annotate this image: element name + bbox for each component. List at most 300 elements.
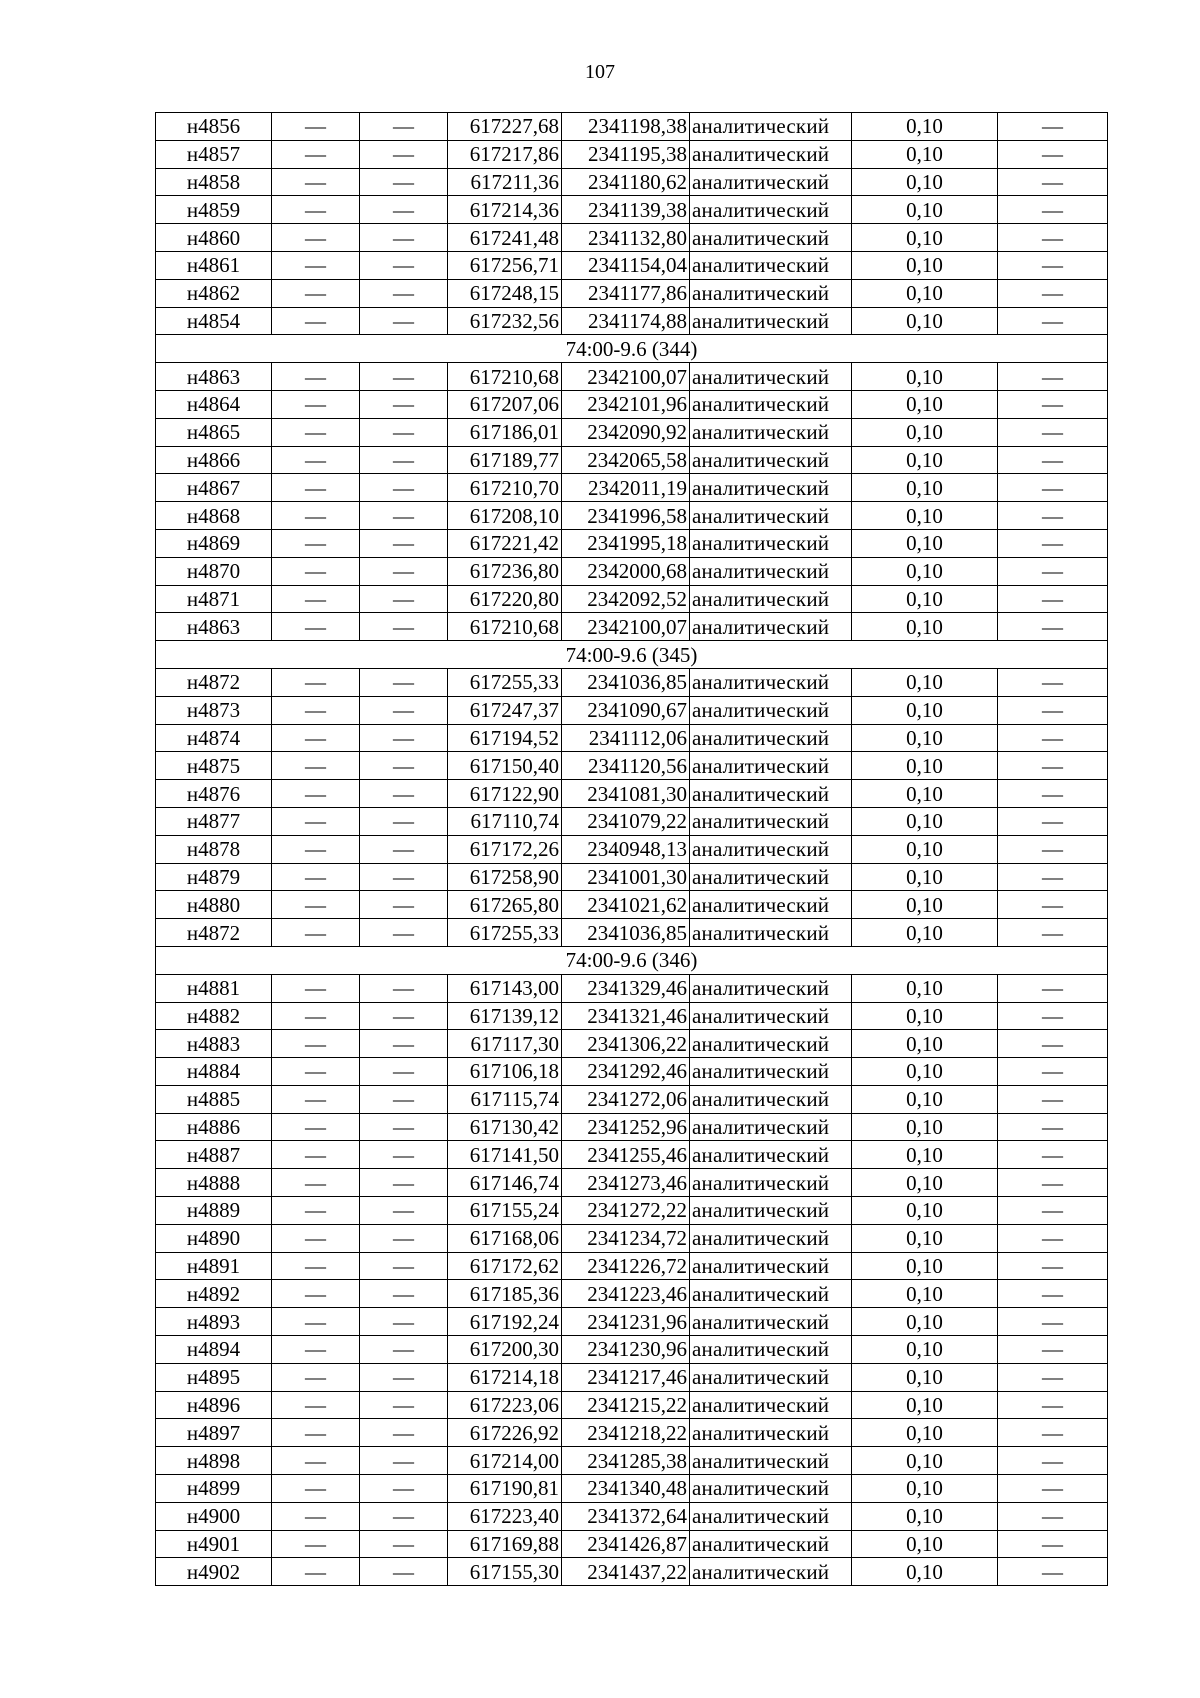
y-coordinate-cell: 2342101,96 (562, 390, 690, 418)
y-coordinate-cell: 2341272,22 (562, 1197, 690, 1225)
point-number-cell: н4889 (156, 1197, 272, 1225)
point-number-cell: н4895 (156, 1363, 272, 1391)
x-coordinate-cell: 617141,50 (448, 1141, 562, 1169)
method-cell: аналитический (690, 1197, 852, 1225)
section-title: 74:00-9.6 (344) (156, 335, 1108, 363)
empty-y-cell: — (360, 1336, 448, 1364)
empty-y-cell: — (360, 557, 448, 585)
y-coordinate-cell: 2341285,38 (562, 1447, 690, 1475)
method-cell: аналитический (690, 835, 852, 863)
point-number-cell: н4883 (156, 1030, 272, 1058)
empty-y-cell: — (360, 696, 448, 724)
method-cell: аналитический (690, 1280, 852, 1308)
x-coordinate-cell: 617265,80 (448, 891, 562, 919)
y-coordinate-cell: 2341132,80 (562, 224, 690, 252)
empty-x-cell: — (272, 1280, 360, 1308)
y-coordinate-cell: 2341372,64 (562, 1502, 690, 1530)
accuracy-cell: 0,10 (852, 168, 998, 196)
empty-y-cell: — (360, 1447, 448, 1475)
method-cell: аналитический (690, 696, 852, 724)
x-coordinate-cell: 617150,40 (448, 752, 562, 780)
section-header-row (156, 335, 1108, 363)
accuracy-cell: 0,10 (852, 1336, 998, 1364)
accuracy-cell: 0,10 (852, 140, 998, 168)
empty-y-cell: — (360, 1252, 448, 1280)
table-row (156, 668, 1108, 696)
x-coordinate-cell: 617207,06 (448, 390, 562, 418)
accuracy-cell: 0,10 (852, 1085, 998, 1113)
accuracy-cell: 0,10 (852, 1252, 998, 1280)
y-coordinate-cell: 2341120,56 (562, 752, 690, 780)
table-row (156, 1419, 1108, 1447)
method-cell: аналитический (690, 1113, 852, 1141)
table-row (156, 1391, 1108, 1419)
accuracy-cell: 0,10 (852, 585, 998, 613)
method-cell: аналитический (690, 390, 852, 418)
accuracy-cell: 0,10 (852, 752, 998, 780)
empty-y-cell: — (360, 891, 448, 919)
method-cell: аналитический (690, 363, 852, 391)
point-number-cell: н4880 (156, 891, 272, 919)
y-coordinate-cell: 2341231,96 (562, 1308, 690, 1336)
empty-x-cell: — (272, 113, 360, 141)
y-coordinate-cell: 2340948,13 (562, 835, 690, 863)
table-row (156, 418, 1108, 446)
table-row (156, 196, 1108, 224)
method-cell: аналитический (690, 1391, 852, 1419)
accuracy-cell: 0,10 (852, 1141, 998, 1169)
method-cell: аналитический (690, 863, 852, 891)
y-coordinate-cell: 2341021,62 (562, 891, 690, 919)
empty-x-cell: — (272, 724, 360, 752)
method-cell: аналитический (690, 418, 852, 446)
accuracy-cell: 0,10 (852, 724, 998, 752)
accuracy-cell: 0,10 (852, 1169, 998, 1197)
table-row (156, 1113, 1108, 1141)
x-coordinate-cell: 617168,06 (448, 1224, 562, 1252)
x-coordinate-cell: 617155,24 (448, 1197, 562, 1225)
table-row (156, 557, 1108, 585)
y-coordinate-cell: 2341437,22 (562, 1558, 690, 1586)
point-number-cell: н4862 (156, 279, 272, 307)
accuracy-cell: 0,10 (852, 974, 998, 1002)
empty-x-cell: — (272, 807, 360, 835)
method-cell: аналитический (690, 613, 852, 641)
x-coordinate-cell: 617143,00 (448, 974, 562, 1002)
empty-y-cell: — (360, 1558, 448, 1586)
method-cell: аналитический (690, 1085, 852, 1113)
y-coordinate-cell: 2341273,46 (562, 1169, 690, 1197)
x-coordinate-cell: 617211,36 (448, 168, 562, 196)
note-cell: — (998, 1419, 1108, 1447)
table-row (156, 613, 1108, 641)
point-number-cell: н4901 (156, 1530, 272, 1558)
accuracy-cell: 0,10 (852, 307, 998, 335)
point-number-cell: н4863 (156, 363, 272, 391)
empty-x-cell: — (272, 696, 360, 724)
method-cell: аналитический (690, 168, 852, 196)
accuracy-cell: 0,10 (852, 279, 998, 307)
y-coordinate-cell: 2341001,30 (562, 863, 690, 891)
table-row (156, 835, 1108, 863)
note-cell: — (998, 1085, 1108, 1113)
accuracy-cell: 0,10 (852, 224, 998, 252)
method-cell: аналитический (690, 1030, 852, 1058)
method-cell: аналитический (690, 807, 852, 835)
note-cell: — (998, 1280, 1108, 1308)
empty-y-cell: — (360, 1502, 448, 1530)
table-row (156, 390, 1108, 418)
empty-y-cell: — (360, 1475, 448, 1503)
point-number-cell: н4872 (156, 668, 272, 696)
point-number-cell: н4888 (156, 1169, 272, 1197)
note-cell: — (998, 1197, 1108, 1225)
table-row (156, 1530, 1108, 1558)
table-row (156, 1058, 1108, 1086)
point-number-cell: н4858 (156, 168, 272, 196)
accuracy-cell: 0,10 (852, 1475, 998, 1503)
accuracy-cell: 0,10 (852, 251, 998, 279)
y-coordinate-cell: 2341426,87 (562, 1530, 690, 1558)
x-coordinate-cell: 617194,52 (448, 724, 562, 752)
empty-y-cell: — (360, 279, 448, 307)
point-number-cell: н4881 (156, 974, 272, 1002)
method-cell: аналитический (690, 140, 852, 168)
x-coordinate-cell: 617232,56 (448, 307, 562, 335)
accuracy-cell: 0,10 (852, 1558, 998, 1586)
x-coordinate-cell: 617210,70 (448, 474, 562, 502)
x-coordinate-cell: 617139,12 (448, 1002, 562, 1030)
empty-x-cell: — (272, 1030, 360, 1058)
method-cell: аналитический (690, 919, 852, 947)
x-coordinate-cell: 617122,90 (448, 780, 562, 808)
x-coordinate-cell: 617169,88 (448, 1530, 562, 1558)
note-cell: — (998, 363, 1108, 391)
note-cell: — (998, 279, 1108, 307)
accuracy-cell: 0,10 (852, 1002, 998, 1030)
empty-x-cell: — (272, 502, 360, 530)
point-number-cell: н4897 (156, 1419, 272, 1447)
accuracy-cell: 0,10 (852, 613, 998, 641)
accuracy-cell: 0,10 (852, 891, 998, 919)
y-coordinate-cell: 2341292,46 (562, 1058, 690, 1086)
note-cell: — (998, 891, 1108, 919)
method-cell: аналитический (690, 752, 852, 780)
empty-y-cell: — (360, 1141, 448, 1169)
table-row (156, 1141, 1108, 1169)
point-number-cell: н4867 (156, 474, 272, 502)
method-cell: аналитический (690, 668, 852, 696)
x-coordinate-cell: 617110,74 (448, 807, 562, 835)
point-number-cell: н4898 (156, 1447, 272, 1475)
coordinates-table (155, 112, 1108, 1586)
empty-y-cell: — (360, 418, 448, 446)
empty-y-cell: — (360, 780, 448, 808)
accuracy-cell: 0,10 (852, 446, 998, 474)
empty-x-cell: — (272, 613, 360, 641)
table-row (156, 1169, 1108, 1197)
note-cell: — (998, 752, 1108, 780)
method-cell: аналитический (690, 529, 852, 557)
empty-x-cell: — (272, 1169, 360, 1197)
empty-x-cell: — (272, 1002, 360, 1030)
note-cell: — (998, 1391, 1108, 1419)
accuracy-cell: 0,10 (852, 835, 998, 863)
y-coordinate-cell: 2341996,58 (562, 502, 690, 530)
method-cell: аналитический (690, 1530, 852, 1558)
y-coordinate-cell: 2341036,85 (562, 668, 690, 696)
accuracy-cell: 0,10 (852, 1308, 998, 1336)
empty-x-cell: — (272, 1447, 360, 1475)
x-coordinate-cell: 617186,01 (448, 418, 562, 446)
table-row (156, 1280, 1108, 1308)
x-coordinate-cell: 617190,81 (448, 1475, 562, 1503)
empty-x-cell: — (272, 1530, 360, 1558)
accuracy-cell: 0,10 (852, 474, 998, 502)
x-coordinate-cell: 617106,18 (448, 1058, 562, 1086)
point-number-cell: н4859 (156, 196, 272, 224)
table-row (156, 474, 1108, 502)
method-cell: аналитический (690, 224, 852, 252)
note-cell: — (998, 557, 1108, 585)
method-cell: аналитический (690, 502, 852, 530)
y-coordinate-cell: 2341223,46 (562, 1280, 690, 1308)
method-cell: аналитический (690, 474, 852, 502)
empty-x-cell: — (272, 919, 360, 947)
empty-y-cell: — (360, 1197, 448, 1225)
table-row (156, 140, 1108, 168)
x-coordinate-cell: 617258,90 (448, 863, 562, 891)
point-number-cell: н4871 (156, 585, 272, 613)
empty-y-cell: — (360, 1363, 448, 1391)
y-coordinate-cell: 2341217,46 (562, 1363, 690, 1391)
table-row (156, 1336, 1108, 1364)
point-number-cell: н4887 (156, 1141, 272, 1169)
empty-x-cell: — (272, 307, 360, 335)
table-row (156, 919, 1108, 947)
accuracy-cell: 0,10 (852, 863, 998, 891)
y-coordinate-cell: 2341180,62 (562, 168, 690, 196)
method-cell: аналитический (690, 196, 852, 224)
accuracy-cell: 0,10 (852, 529, 998, 557)
y-coordinate-cell: 2341112,06 (562, 724, 690, 752)
table-row (156, 446, 1108, 474)
y-coordinate-cell: 2341174,88 (562, 307, 690, 335)
note-cell: — (998, 863, 1108, 891)
table-row (156, 529, 1108, 557)
x-coordinate-cell: 617241,48 (448, 224, 562, 252)
empty-y-cell: — (360, 446, 448, 474)
empty-x-cell: — (272, 1363, 360, 1391)
note-cell: — (998, 835, 1108, 863)
table-row (156, 891, 1108, 919)
empty-y-cell: — (360, 1002, 448, 1030)
point-number-cell: н4854 (156, 307, 272, 335)
empty-y-cell: — (360, 140, 448, 168)
note-cell: — (998, 1502, 1108, 1530)
note-cell: — (998, 1363, 1108, 1391)
note-cell: — (998, 724, 1108, 752)
point-number-cell: н4869 (156, 529, 272, 557)
empty-x-cell: — (272, 863, 360, 891)
empty-y-cell: — (360, 390, 448, 418)
empty-x-cell: — (272, 891, 360, 919)
empty-x-cell: — (272, 1197, 360, 1225)
method-cell: аналитический (690, 724, 852, 752)
method-cell: аналитический (690, 1141, 852, 1169)
y-coordinate-cell: 2341215,22 (562, 1391, 690, 1419)
accuracy-cell: 0,10 (852, 1502, 998, 1530)
empty-y-cell: — (360, 363, 448, 391)
empty-x-cell: — (272, 1224, 360, 1252)
empty-y-cell: — (360, 224, 448, 252)
x-coordinate-cell: 617192,24 (448, 1308, 562, 1336)
y-coordinate-cell: 2341177,86 (562, 279, 690, 307)
accuracy-cell: 0,10 (852, 1447, 998, 1475)
point-number-cell: н4885 (156, 1085, 272, 1113)
note-cell: — (998, 974, 1108, 1002)
note-cell: — (998, 696, 1108, 724)
empty-x-cell: — (272, 585, 360, 613)
table-row (156, 307, 1108, 335)
accuracy-cell: 0,10 (852, 1419, 998, 1447)
method-cell: аналитический (690, 1336, 852, 1364)
note-cell: — (998, 1558, 1108, 1586)
empty-x-cell: — (272, 557, 360, 585)
empty-x-cell: — (272, 835, 360, 863)
x-coordinate-cell: 617223,06 (448, 1391, 562, 1419)
point-number-cell: н4882 (156, 1002, 272, 1030)
page-number: 107 (585, 61, 615, 83)
point-number-cell: н4868 (156, 502, 272, 530)
point-number-cell: н4890 (156, 1224, 272, 1252)
method-cell: аналитический (690, 1002, 852, 1030)
table-row (156, 1252, 1108, 1280)
empty-y-cell: — (360, 529, 448, 557)
x-coordinate-cell: 617130,42 (448, 1113, 562, 1141)
accuracy-cell: 0,10 (852, 502, 998, 530)
note-cell: — (998, 418, 1108, 446)
method-cell: аналитический (690, 1475, 852, 1503)
empty-y-cell: — (360, 1308, 448, 1336)
empty-y-cell: — (360, 668, 448, 696)
method-cell: аналитический (690, 974, 852, 1002)
empty-y-cell: — (360, 1085, 448, 1113)
accuracy-cell: 0,10 (852, 1530, 998, 1558)
y-coordinate-cell: 2342092,52 (562, 585, 690, 613)
table-row (156, 1308, 1108, 1336)
empty-x-cell: — (272, 1058, 360, 1086)
note-cell: — (998, 474, 1108, 502)
empty-x-cell: — (272, 1085, 360, 1113)
accuracy-cell: 0,10 (852, 780, 998, 808)
x-coordinate-cell: 617210,68 (448, 363, 562, 391)
method-cell: аналитический (690, 1363, 852, 1391)
point-number-cell: н4877 (156, 807, 272, 835)
table-row (156, 1502, 1108, 1530)
empty-x-cell: — (272, 1336, 360, 1364)
table-row (156, 1030, 1108, 1058)
method-cell: аналитический (690, 557, 852, 585)
note-cell: — (998, 168, 1108, 196)
method-cell: аналитический (690, 1058, 852, 1086)
empty-y-cell: — (360, 168, 448, 196)
note-cell: — (998, 390, 1108, 418)
method-cell: аналитический (690, 279, 852, 307)
x-coordinate-cell: 617226,92 (448, 1419, 562, 1447)
x-coordinate-cell: 617172,62 (448, 1252, 562, 1280)
y-coordinate-cell: 2341329,46 (562, 974, 690, 1002)
accuracy-cell: 0,10 (852, 1363, 998, 1391)
method-cell: аналитический (690, 446, 852, 474)
empty-y-cell: — (360, 974, 448, 1002)
x-coordinate-cell: 617115,74 (448, 1085, 562, 1113)
empty-x-cell: — (272, 363, 360, 391)
y-coordinate-cell: 2341139,38 (562, 196, 690, 224)
note-cell: — (998, 1002, 1108, 1030)
empty-x-cell: — (272, 974, 360, 1002)
accuracy-cell: 0,10 (852, 919, 998, 947)
table-row (156, 807, 1108, 835)
point-number-cell: н4900 (156, 1502, 272, 1530)
method-cell: аналитический (690, 891, 852, 919)
empty-y-cell: — (360, 863, 448, 891)
accuracy-cell: 0,10 (852, 1280, 998, 1308)
empty-x-cell: — (272, 251, 360, 279)
table-row (156, 1475, 1108, 1503)
method-cell: аналитический (690, 1447, 852, 1475)
table-row (156, 363, 1108, 391)
empty-x-cell: — (272, 279, 360, 307)
x-coordinate-cell: 617172,26 (448, 835, 562, 863)
x-coordinate-cell: 617217,86 (448, 140, 562, 168)
x-coordinate-cell: 617189,77 (448, 446, 562, 474)
empty-y-cell: — (360, 502, 448, 530)
y-coordinate-cell: 2342100,07 (562, 613, 690, 641)
note-cell: — (998, 1224, 1108, 1252)
x-coordinate-cell: 617236,80 (448, 557, 562, 585)
table-row (156, 251, 1108, 279)
point-number-cell: н4878 (156, 835, 272, 863)
y-coordinate-cell: 2341995,18 (562, 529, 690, 557)
point-number-cell: н4861 (156, 251, 272, 279)
y-coordinate-cell: 2341090,67 (562, 696, 690, 724)
empty-y-cell: — (360, 1391, 448, 1419)
coordinates-table-body (156, 113, 1108, 1586)
point-number-cell: н4865 (156, 418, 272, 446)
note-cell: — (998, 1169, 1108, 1197)
y-coordinate-cell: 2341226,72 (562, 1252, 690, 1280)
x-coordinate-cell: 617227,68 (448, 113, 562, 141)
empty-y-cell: — (360, 1419, 448, 1447)
empty-x-cell: — (272, 1475, 360, 1503)
empty-x-cell: — (272, 474, 360, 502)
section-title: 74:00-9.6 (346) (156, 946, 1108, 974)
note-cell: — (998, 196, 1108, 224)
empty-x-cell: — (272, 1502, 360, 1530)
point-number-cell: н4856 (156, 113, 272, 141)
y-coordinate-cell: 2341079,22 (562, 807, 690, 835)
accuracy-cell: 0,10 (852, 113, 998, 141)
point-number-cell: н4870 (156, 557, 272, 585)
note-cell: — (998, 807, 1108, 835)
method-cell: аналитический (690, 1419, 852, 1447)
table-row (156, 113, 1108, 141)
empty-y-cell: — (360, 1280, 448, 1308)
empty-y-cell: — (360, 724, 448, 752)
table-row (156, 1197, 1108, 1225)
x-coordinate-cell: 617256,71 (448, 251, 562, 279)
